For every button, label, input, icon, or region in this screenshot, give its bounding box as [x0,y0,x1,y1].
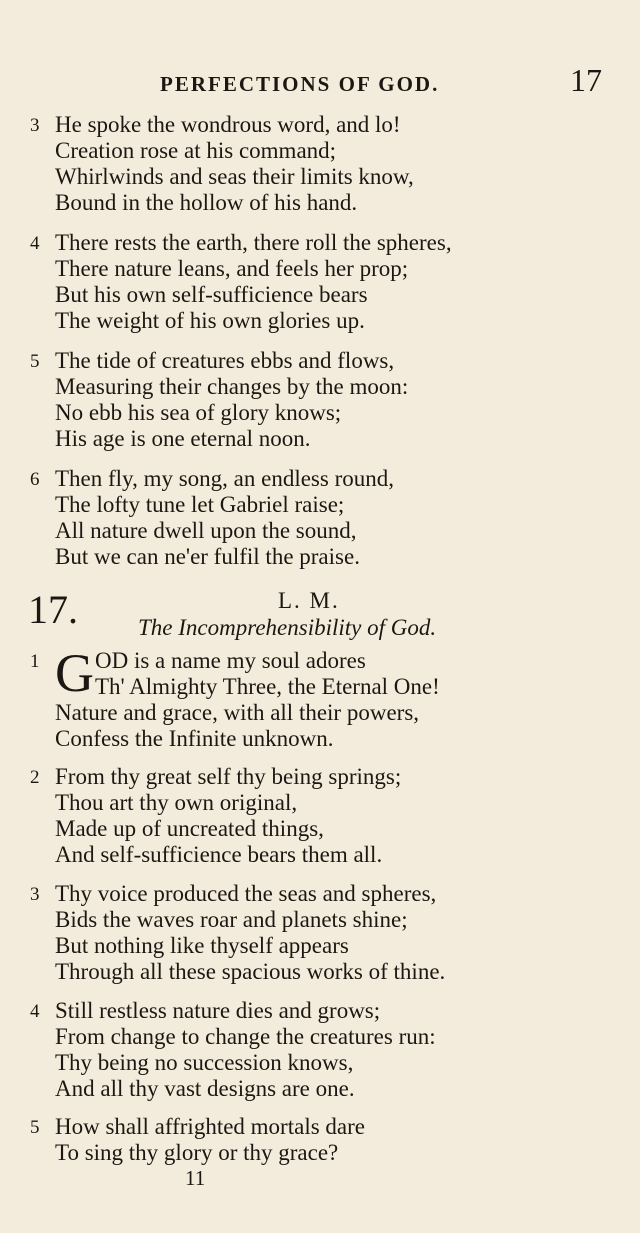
verse-line: Creation rose at his command; [55,138,337,163]
hymn-heading [28,588,628,646]
verse-line: But we can ne'er fulfil the praise. [55,544,360,569]
verse-line: How shall affrighted mortals dare [55,1114,365,1139]
verse-line: Thy being no succession knows, [55,1050,354,1075]
verse-line: Then fly, my song, an endless round, [55,466,394,491]
verse-line: But his own self-sufficience bears [55,282,368,307]
verse-line: The tide of creatures ebbs and flows, [55,348,395,373]
stanza-prev-4 [30,230,630,334]
verse-line: The lofty tune let Gabriel raise; [55,492,345,517]
verse-line: Still restless nature dies and grows; [55,998,381,1023]
verse-line: And all thy vast designs are one. [55,1076,355,1101]
verse-line: There rests the earth, there roll the spheres, [55,230,452,255]
verse-line: The weight of his own glories up. [55,308,365,333]
verse-line: Made up of uncreated things, [55,816,324,841]
verse-line: But nothing like thyself appears [55,933,349,958]
stanza-prev-5 [30,348,630,452]
verse-line: Whirlwinds and seas their limits know, [55,164,414,189]
verse-line: And self-sufficience bears them all. [55,842,383,867]
verse-line: Bound in the hollow of his hand. [55,190,358,215]
verse-line: Thou art thy own original, [55,790,298,815]
page-number: 17 [570,62,602,98]
stanza-number: 1 [30,651,40,672]
verse-line: From thy great self thy being springs; [55,764,402,789]
hymn-stanza-1 [30,643,630,752]
verse-line: Measuring their changes by the moon: [55,374,409,399]
drop-cap: G [55,643,94,703]
verse-line: Bids the waves roar and planets shine; [55,907,408,932]
first-lines [30,643,630,703]
stanza-number: 2 [30,767,40,788]
stanza-prev-6 [30,466,630,570]
stanza-number: 6 [30,469,40,490]
verse-line: No ebb his sea of glory knows; [55,400,342,425]
stanza-prev-3 [30,112,630,216]
stanza-number: 3 [30,115,40,136]
verse-line: From change to change the creatures run: [55,1024,436,1049]
hymn-title: The Incomprehensibility of God. [138,615,437,640]
verse-line: There nature leans, and feels her prop; [55,256,409,281]
hymn-number: 17. [28,587,78,632]
verse-line: To sing thy glory or thy grace? [55,1140,339,1165]
page-header [0,62,640,102]
hymn-meter: L. M. [278,588,340,613]
hymn-stanza-5 [30,1114,630,1166]
stanza-number: 5 [30,351,40,372]
stanza-number: 4 [30,1001,40,1022]
verse-line: Confess the Infinite unknown. [55,726,334,751]
verse-line: He spoke the wondrous word, and lo! [55,112,401,137]
signature-mark: 11 [185,1166,206,1190]
running-head: PERFECTIONS OF GOD. [160,72,440,96]
stanza-number: 4 [30,233,40,254]
verse-line: His age is one eternal noon. [55,426,311,451]
verse-line: Thy voice produced the seas and spheres, [55,881,437,906]
stanza-number: 3 [30,884,40,905]
verse-line: OD is a name my soul adores [95,648,366,673]
hymn-stanza-4 [30,998,630,1102]
hymn-stanza-3 [30,881,630,985]
verse-line: Th' Almighty Three, the Eternal One! [95,674,440,699]
stanza-number: 5 [30,1117,40,1138]
verse-line: Nature and grace, with all their powers, [55,700,420,725]
verse-line: All nature dwell upon the sound, [55,518,357,543]
verse-line: Through all these spacious works of thine. [55,959,446,984]
hymn-stanza-2 [30,764,630,868]
